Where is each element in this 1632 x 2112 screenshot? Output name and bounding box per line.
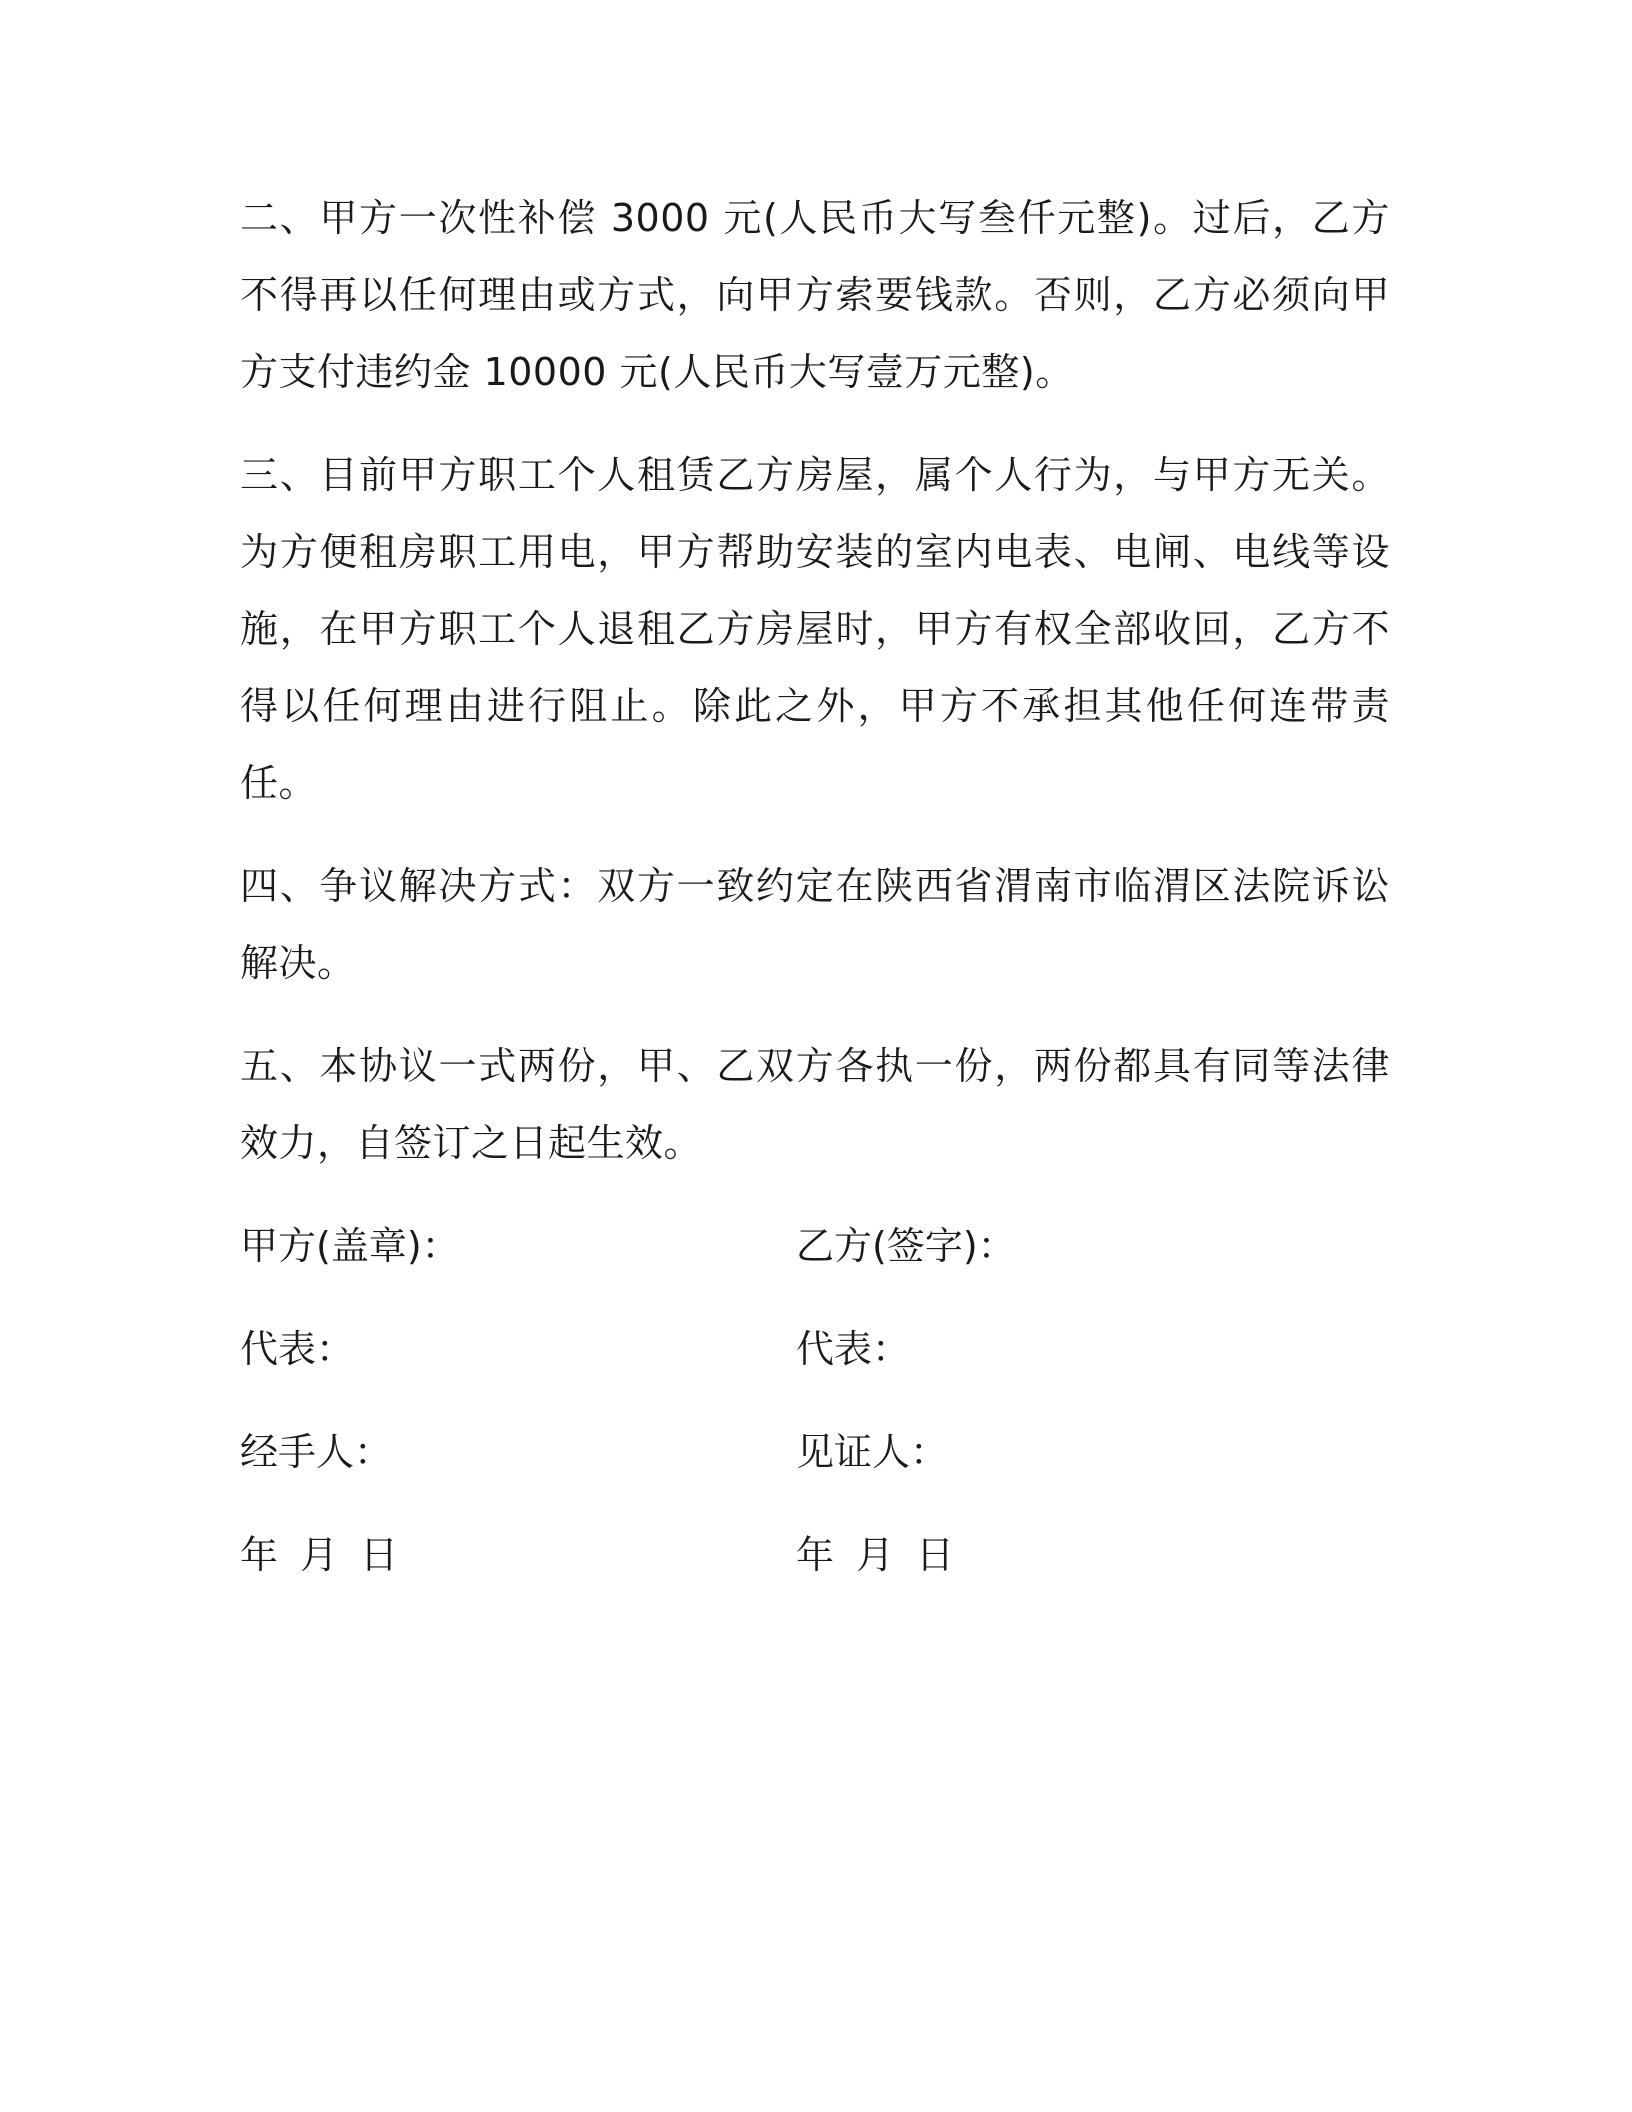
signature-row-handler — [240, 1414, 1390, 1517]
party-b-representative-label: 代表： — [796, 1327, 911, 1371]
clause-3: 三、目前甲方职工个人租赁乙方房屋，属个人行为，与甲方无关。为方便租房职工用电，甲方帮助安装的室内电表、电闸、电线等设施，在甲方职工个人退租乙方房屋时，甲方有权全部收回，乙方不得以任何理由进行阻止。除此之外，甲方不承担其他任何连带责任。 — [240, 453, 1390, 805]
signature-row-representative — [240, 1311, 1390, 1414]
party-a-seal-label: 甲方(盖章)： — [240, 1224, 460, 1268]
signature-row-party — [240, 1208, 1390, 1311]
date-day-label: 日 — [360, 1533, 399, 1577]
handler-label: 经手人： — [240, 1430, 393, 1474]
party-a-representative-label: 代表： — [240, 1327, 355, 1371]
clause-5: 五、本协议一式两份，甲、乙双方各执一份，两份都具有同等法律效力，自签订之日起生效。 — [240, 1044, 1390, 1165]
clause-4: 四、争议解决方式：双方一致约定在陕西省渭南市临渭区法院诉讼解决。 — [240, 864, 1390, 985]
party-b-sign-label: 乙方(签字)： — [796, 1224, 1016, 1268]
date-year-label: 年 — [240, 1533, 279, 1577]
clause-2: 二、甲方一次性补偿 3000 元(人民币大写叁仟元整)。过后，乙方不得再以任何理由或方式，向甲方索要钱款。否则，乙方必须向甲方支付违约金 10000 元(人民币大写壹万元整)。 — [240, 196, 1390, 394]
date-month-label: 月 — [300, 1533, 339, 1577]
witness-label: 见证人： — [796, 1430, 949, 1474]
party-a-date — [240, 1517, 796, 1594]
document-page — [240, 180, 1390, 1620]
signature-block — [240, 1208, 1390, 1620]
date-year-label: 年 — [796, 1533, 835, 1577]
date-month-label: 月 — [856, 1533, 895, 1577]
date-day-label: 日 — [916, 1533, 955, 1577]
signature-row-date — [240, 1517, 1390, 1620]
party-b-date — [796, 1517, 1390, 1594]
